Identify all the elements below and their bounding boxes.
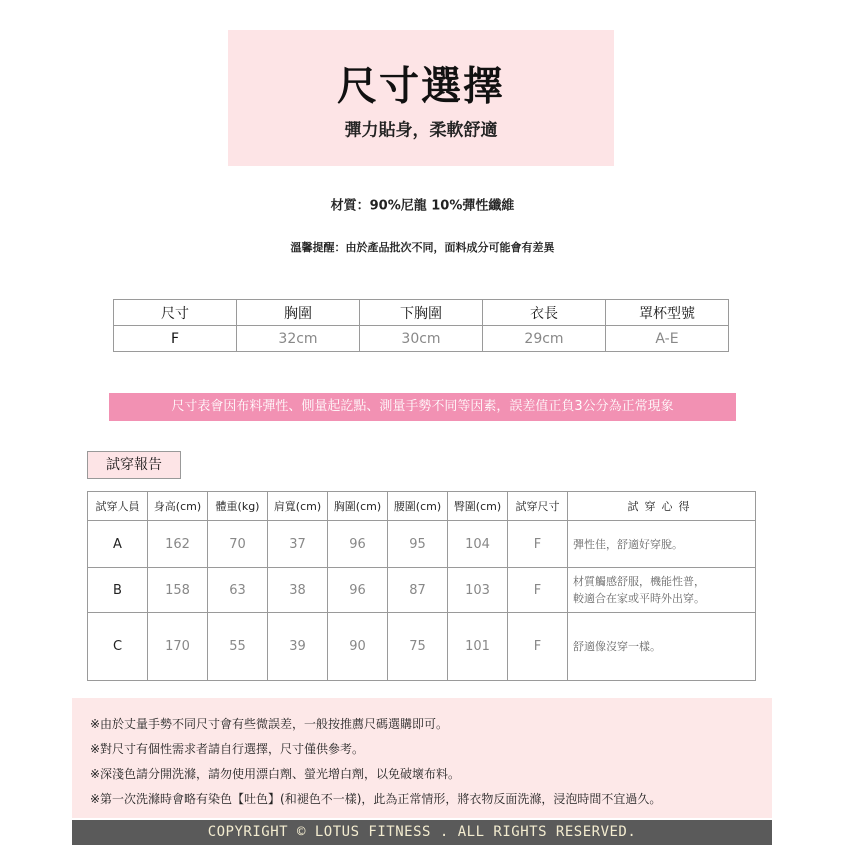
page-subtitle: 彈力貼身，柔軟舒適 xyxy=(344,120,498,141)
report-cell-weight: 63 xyxy=(208,568,268,613)
note-item: ※深淺色請分開洗滌，請勿使用漂白劑、螢光增白劑，以免破壞布料。 xyxy=(90,767,461,781)
report-cell-bust: 96 xyxy=(328,568,388,613)
care-notes xyxy=(72,698,772,818)
comment-line: 舒適像沒穿一樣。 xyxy=(573,640,661,653)
report-cell-shoulder: 37 xyxy=(268,521,328,568)
error-banner: 尺寸表會因布料彈性、側量起訖點、測量手勢不同等因素，誤差值正負3公分為正常現象 xyxy=(109,393,736,421)
size-cell-underbust: 30cm xyxy=(360,326,483,352)
report-cell-hip: 104 xyxy=(448,521,508,568)
report-header-size: 試穿尺寸 xyxy=(508,492,568,521)
size-cell-cup: A-E xyxy=(606,326,729,352)
comment-line: 材質觸感舒服，機能性普， xyxy=(573,575,705,588)
report-header-shoulder: 肩寬(cm) xyxy=(268,492,328,521)
report-cell-comment xyxy=(568,568,756,613)
size-cell-size: F xyxy=(114,326,237,352)
report-tag: 試穿報告 xyxy=(87,451,181,479)
report-cell-person: C xyxy=(88,613,148,681)
size-header-size: 尺寸 xyxy=(114,300,237,326)
report-cell-person: A xyxy=(88,521,148,568)
comment-line: 彈性佳，舒適好穿脫。 xyxy=(573,537,683,551)
report-cell-bust: 96 xyxy=(328,521,388,568)
comment-line: 較適合在家或平時外出穿。 xyxy=(573,592,705,605)
report-header-comment: 試穿心得 xyxy=(568,492,756,521)
report-cell-weight: 70 xyxy=(208,521,268,568)
size-cell-bust: 32cm xyxy=(237,326,360,352)
size-header-underbust: 下胸圍 xyxy=(360,300,483,326)
report-header-bust: 胸圍(cm) xyxy=(328,492,388,521)
size-table-row xyxy=(114,326,729,352)
report-cell-height: 162 xyxy=(148,521,208,568)
report-cell-height: 158 xyxy=(148,568,208,613)
page-title: 尺寸選擇 xyxy=(337,63,505,110)
material-info: 材質：90%尼龍 10%彈性纖維 xyxy=(330,198,515,214)
size-cell-length: 29cm xyxy=(483,326,606,352)
report-header-person: 試穿人員 xyxy=(88,492,148,521)
table-row xyxy=(88,521,756,568)
report-header-hip: 臀圍(cm) xyxy=(448,492,508,521)
report-cell-hip: 103 xyxy=(448,568,508,613)
size-header-cup: 罩杯型號 xyxy=(606,300,729,326)
report-cell-waist: 75 xyxy=(388,613,448,681)
fitting-report-table xyxy=(87,491,756,681)
title-banner xyxy=(228,30,614,166)
report-cell-waist: 87 xyxy=(388,568,448,613)
report-cell-size: F xyxy=(508,568,568,613)
note-item: ※對尺寸有個性需求者請自行選擇，尺寸僅供參考。 xyxy=(90,742,365,756)
copyright-footer: COPYRIGHT © LOTUS FITNESS . ALL RIGHTS RESERVED. xyxy=(72,820,772,845)
report-cell-waist: 95 xyxy=(388,521,448,568)
table-row xyxy=(88,613,756,681)
report-cell-hip: 101 xyxy=(448,613,508,681)
report-cell-size: F xyxy=(508,521,568,568)
report-cell-shoulder: 38 xyxy=(268,568,328,613)
size-header-length: 衣長 xyxy=(483,300,606,326)
size-table-header-row xyxy=(114,300,729,326)
note-item: ※第一次洗滌時會略有染色【吐色】(和褪色不一樣)，此為正常情形，將衣物反面洗滌，浸泡時間不宜過久。 xyxy=(90,792,662,806)
report-cell-comment xyxy=(568,521,756,568)
report-cell-bust: 90 xyxy=(328,613,388,681)
report-cell-comment xyxy=(568,613,756,681)
report-header-weight: 體重(kg) xyxy=(208,492,268,521)
note-item: ※由於丈量手勢不同尺寸會有些微誤差，一般按推薦尺碼選購即可。 xyxy=(90,717,449,731)
notice-text: 溫馨提醒：由於產品批次不同，面料成分可能會有差異 xyxy=(290,241,555,254)
table-row xyxy=(88,568,756,613)
report-header-waist: 腰圍(cm) xyxy=(388,492,448,521)
report-cell-size: F xyxy=(508,613,568,681)
size-table xyxy=(113,299,729,352)
report-header-height: 身高(cm) xyxy=(148,492,208,521)
notes-list xyxy=(90,715,661,815)
report-cell-person: B xyxy=(88,568,148,613)
report-header-row xyxy=(88,492,756,521)
report-cell-shoulder: 39 xyxy=(268,613,328,681)
size-header-bust: 胸圍 xyxy=(237,300,360,326)
report-cell-height: 170 xyxy=(148,613,208,681)
report-cell-weight: 55 xyxy=(208,613,268,681)
